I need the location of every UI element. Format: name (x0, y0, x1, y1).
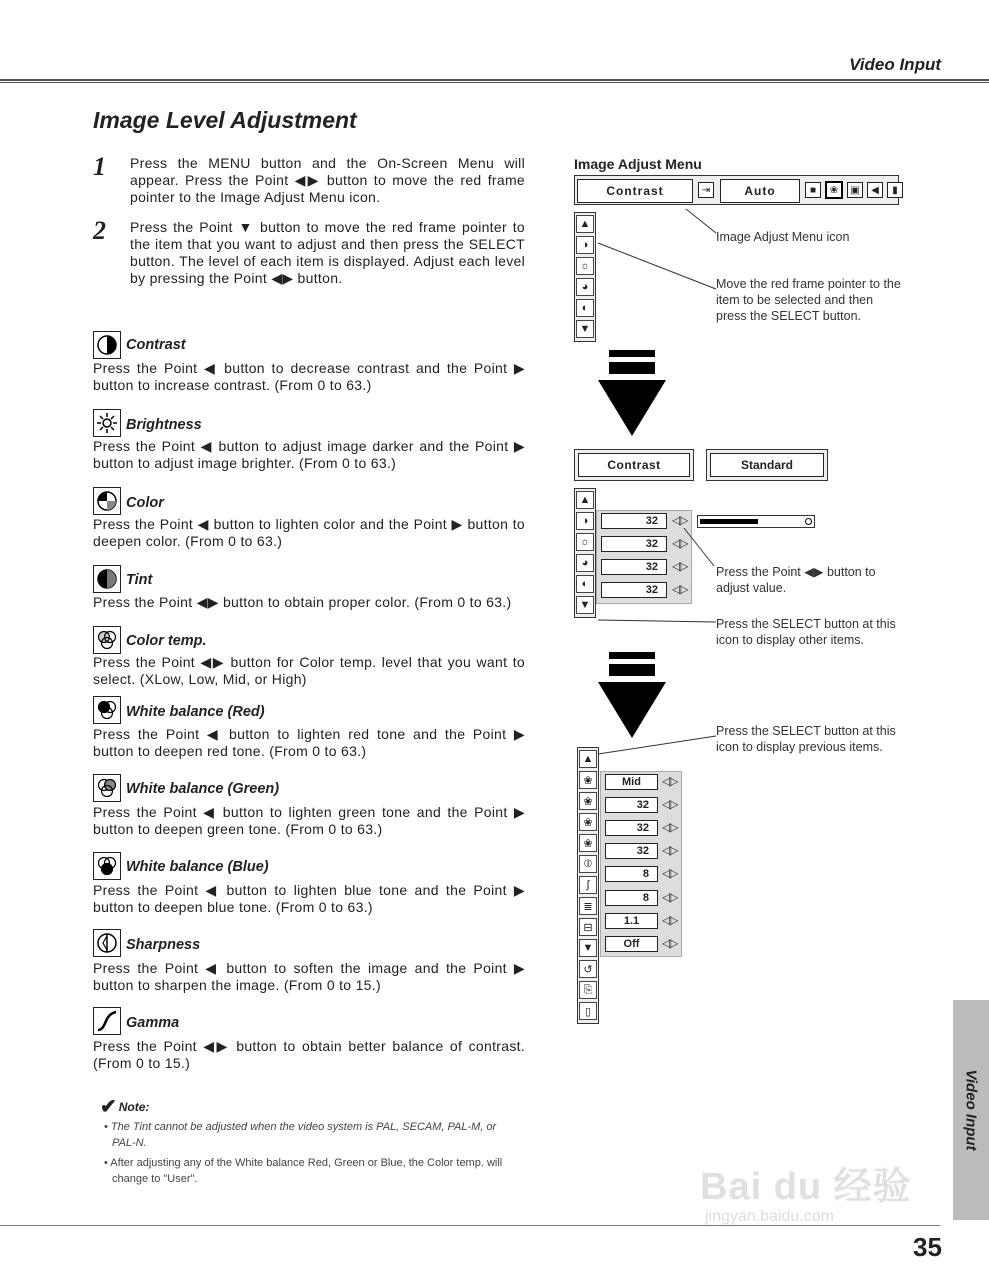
watermark-logo: Bai du 经验 (700, 1166, 912, 1208)
reset-icon: ↺ (579, 960, 597, 978)
left-right-arrows-icon: ◁▷ (672, 536, 687, 550)
sharpness-icon (93, 929, 121, 957)
noise-reduction-icon: ≣ (579, 897, 597, 915)
section-header: Video Input (849, 55, 941, 74)
left-right-arrows-icon: ◁▷ (662, 890, 677, 904)
menu2-value-brightness: 32 (601, 536, 667, 552)
item-title-sharpness: Sharpness (126, 937, 201, 953)
left-right-arrows-icon: ◁▷ (662, 936, 677, 950)
menu3-value-sharpness: 8 (605, 866, 658, 882)
color-icon: ◕ (576, 278, 594, 296)
color-temp-icon (93, 626, 121, 654)
progressive-icon: ⊟ (579, 918, 597, 936)
down-arrow-icon: ▼ (576, 320, 594, 338)
color-icon (93, 487, 121, 515)
up-arrow-icon: ▲ (576, 215, 594, 233)
callout-move-pointer: Move the red frame pointer to the item to be selected and then press the SELECT button. (716, 277, 901, 323)
contrast-icon: ◑ (576, 512, 594, 530)
brightness-icon: ☼ (576, 533, 594, 551)
menu2-value-color: 32 (601, 559, 667, 575)
item-title-wb-green: White balance (Green) (126, 781, 280, 797)
menu2-field-contrast: Contrast (578, 453, 690, 477)
item-text-contrast: Press the Point ◀ button to decrease contrast and the Point ▶ button to increase contrast. (From 0 to 63.) (93, 360, 525, 393)
screen-icon: ▣ (847, 182, 863, 198)
item-title-contrast: Contrast (126, 337, 186, 353)
callout-lines-3 (590, 730, 720, 760)
item-title-brightness: Brightness (126, 417, 202, 433)
side-tab-label: Video Input (962, 1069, 980, 1151)
note-line-2: • After adjusting any of the White balance Red, Green or Blue, the Color temp. will change to "User". (104, 1157, 503, 1185)
step-number-2: 2 (93, 216, 106, 245)
left-right-arrows-icon: ◁▷ (662, 866, 677, 880)
item-text-wb-blue: Press the Point ◀ button to lighten blue tone and the Point ▶ button to deepen blue tone. (From 0 to 63.) (93, 882, 525, 915)
callout-adjust-value: Press the Point ◀▶ button to adjust value. (716, 565, 876, 595)
menu3-value-noise: 1.1 (605, 913, 658, 929)
color-icon: ◕ (576, 554, 594, 572)
step-text-2: Press the Point ▼ button to move the red frame pointer to the item that you want to adjust and then press the SELECT button. The level of each item is displayed. Adjust each level by pressing the Point ◀▶ button. (130, 219, 525, 286)
item-text-wb-green: Press the Point ◀ button to lighten green tone and the Point ▶ button to deepen green tone. (From 0 to 63.) (93, 804, 525, 837)
gamma-icon: ∫ (579, 876, 597, 894)
item-title-wb-blue: White balance (Blue) (126, 859, 269, 875)
up-arrow-icon: ▲ (576, 491, 594, 509)
menu1-field-contrast: Contrast (577, 179, 693, 203)
note-heading: Note: (118, 1100, 150, 1114)
up-arrow-icon: ▲ (579, 750, 597, 768)
item-title-wb-red: White balance (Red) (126, 704, 265, 720)
menu3-value-progressive: Off (605, 936, 658, 952)
gamma-icon (93, 1007, 121, 1035)
white-balance-red-icon: ❀ (579, 792, 597, 810)
menu3-value-gamma: 8 (605, 890, 658, 906)
left-right-arrows-icon: ◁▷ (672, 513, 687, 527)
bottom-rule (0, 1225, 940, 1226)
note-line-1: • The Tint cannot be adjusted when the video system is PAL, SECAM, PAL-M, or PAL-N. (104, 1121, 497, 1149)
item-text-gamma: Press the Point ◀▶ button to obtain better balance of contrast. (From 0 to 15.) (93, 1038, 525, 1071)
square-icon: ■ (805, 182, 821, 198)
menu2-bar-left (574, 449, 694, 481)
white-balance-red-icon (93, 696, 121, 724)
item-title-color: Color (126, 495, 164, 511)
menu2-bar-right (706, 449, 828, 481)
input-icon: ⇥ (698, 182, 714, 198)
callout-menu-icon: Image Adjust Menu icon (716, 230, 850, 244)
menu3-value-wb-green: 32 (605, 820, 658, 836)
figure-title: Image Adjust Menu (574, 156, 702, 172)
left-right-arrows-icon: ◁▷ (672, 559, 687, 573)
side-tab (953, 1000, 989, 1220)
brightness-icon: ☼ (576, 257, 594, 275)
left-right-arrows-icon: ◁▷ (672, 582, 687, 596)
white-balance-blue-icon: ❀ (579, 834, 597, 852)
step-text-1: Press the MENU button and the On-Screen Menu will appear. Press the Point ◀▶ button to move the red frame pointer to the Image Adjust Menu icon. (130, 155, 525, 205)
white-balance-green-icon: ❀ (579, 813, 597, 831)
menu3-value-color-temp: Mid (605, 774, 658, 790)
menu3-value-wb-blue: 32 (605, 843, 658, 859)
item-text-wb-red: Press the Point ◀ button to lighten red tone and the Point ▶ button to deepen red tone. (From 0 to 63.) (93, 726, 525, 759)
brightness-icon (93, 409, 121, 437)
page-title: Image Level Adjustment (93, 107, 357, 133)
item-title-color-temp: Color temp. (126, 633, 207, 649)
contrast-icon: ◑ (576, 236, 594, 254)
callout-lines-2 (574, 520, 724, 630)
item-text-sharpness: Press the Point ◀ button to soften the image and the Point ▶ button to sharpen the image. (From 0 to 15.) (93, 960, 525, 993)
checkmark-icon: ✔ (100, 1096, 117, 1118)
item-text-color-temp: Press the Point ◀▶ button for Color temp. level that you want to select. (XLow, Low, Mid, or High) (93, 654, 525, 687)
down-arrow-big-1 (598, 350, 666, 436)
item-title-gamma: Gamma (126, 1015, 180, 1031)
image-adjust-menu-icon: ❀ (825, 181, 843, 199)
callout-other-items: Press the SELECT button at this icon to display other items. (716, 617, 896, 647)
menu1-field-auto: Auto (720, 179, 800, 203)
left-right-arrows-icon: ◁▷ (662, 797, 677, 811)
top-rule (0, 79, 989, 83)
sharpness-icon: ⦶ (579, 855, 597, 873)
left-right-arrows-icon: ◁▷ (662, 843, 677, 857)
sound-icon: ◀ (867, 182, 883, 198)
left-right-arrows-icon: ◁▷ (662, 774, 677, 788)
color-temp-icon: ❀ (579, 771, 597, 789)
page-number: 35 (913, 1232, 942, 1262)
step-number-1: 1 (93, 152, 106, 181)
quit-icon: ▯ (579, 1002, 597, 1020)
menu3-column (577, 747, 599, 1024)
down-arrow-icon: ▼ (576, 596, 594, 614)
menu2-value-tint: 32 (601, 582, 667, 598)
slider-knob (805, 518, 812, 525)
tint-icon: ◐ (576, 299, 594, 317)
tint-icon: ◐ (576, 575, 594, 593)
menu2-value-contrast: 32 (601, 513, 667, 529)
watermark-url: jingyan.baidu.com (705, 1208, 834, 1225)
contrast-icon (93, 331, 121, 359)
item-text-brightness: Press the Point ◀ button to adjust image darker and the Point ▶ button to adjust image brighter. (From 0 to 63.) (93, 438, 525, 471)
left-right-arrows-icon: ◁▷ (662, 820, 677, 834)
item-text-color: Press the Point ◀ button to lighten color and the Point ▶ button to deepen color. (From 0 to 63.) (93, 516, 525, 549)
white-balance-blue-icon (93, 852, 121, 880)
down-arrow-icon: ▼ (579, 939, 597, 957)
white-balance-green-icon (93, 774, 121, 802)
notes (100, 1098, 520, 1187)
store-icon: ⎘ (579, 981, 597, 999)
setting-icon: ▮ (887, 182, 903, 198)
down-arrow-big-2 (598, 652, 666, 738)
menu2-field-standard: Standard (710, 453, 824, 477)
left-right-arrows-icon: ◁▷ (662, 913, 677, 927)
menu3-value-wb-red: 32 (605, 797, 658, 813)
callout-previous-items: Press the SELECT button at this icon to display previous items. (716, 724, 896, 754)
item-title-tint: Tint (126, 572, 153, 588)
item-text-tint: Press the Point ◀▶ button to obtain proper color. (From 0 to 63.) (93, 594, 512, 610)
tint-icon (93, 565, 121, 593)
